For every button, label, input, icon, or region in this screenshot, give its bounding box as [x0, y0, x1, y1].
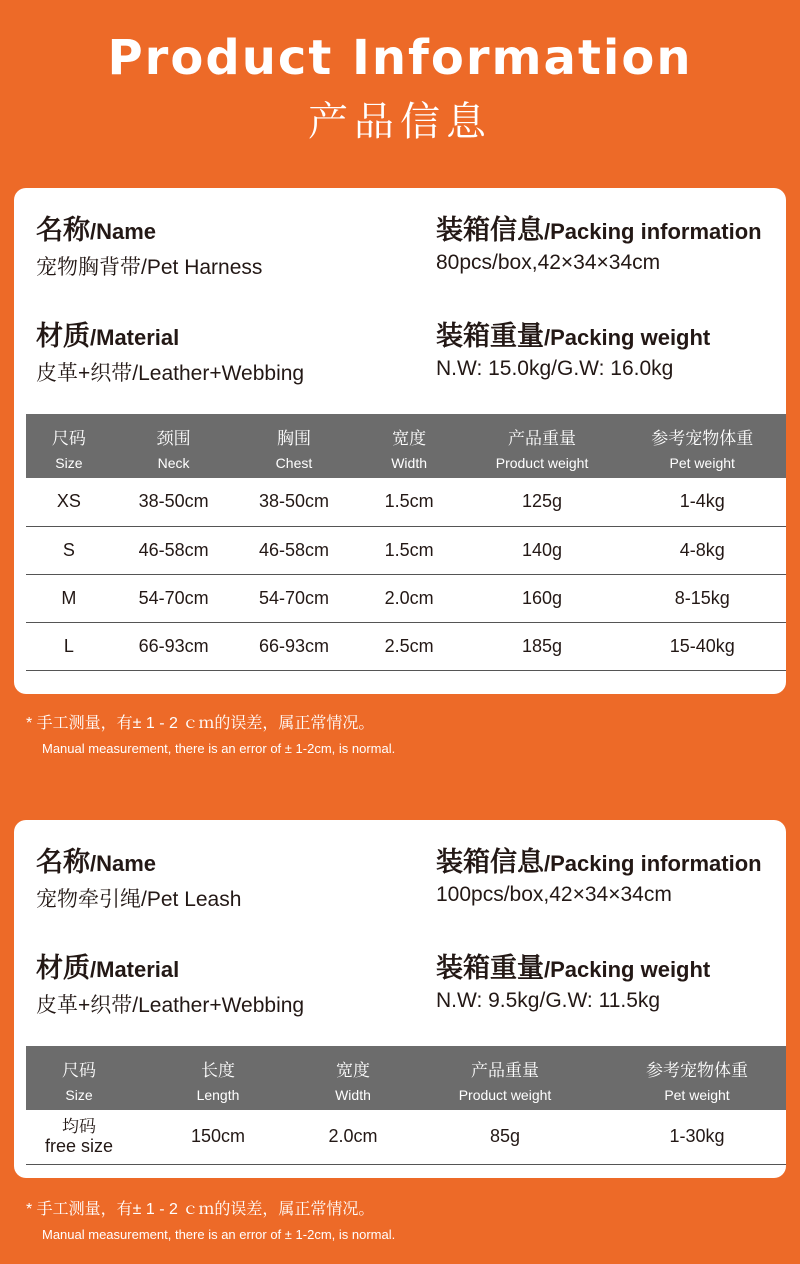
material-label-en: /Material	[90, 957, 180, 982]
material-value: 皮革+织带/Leather+Webbing	[36, 362, 305, 385]
material-label-cn: 材质	[36, 321, 90, 352]
leash-card	[14, 820, 786, 1178]
column-header-pet-weight: 参考宠物体重 Pet weight	[618, 414, 786, 478]
cell-product-weight: 85g	[402, 1110, 608, 1164]
packing-weight-label-en: /Packing weight	[544, 957, 711, 982]
name-label-en: /Name	[90, 851, 157, 876]
harness-material-block	[36, 314, 304, 387]
harness-measurement-note	[26, 710, 395, 756]
page-title-cn: 产品信息	[308, 99, 492, 145]
table-row	[26, 478, 786, 526]
column-header-pet-weight: 参考宠物体重 Pet weight	[608, 1046, 786, 1110]
packing-weight-label-cn: 装箱重量	[436, 321, 544, 352]
column-header-width: 宽度 Width	[353, 414, 466, 478]
note-cn: * 手工测量，有± 1 - 2 ｃｍ的误差，属正常情况。	[26, 715, 375, 732]
cell-neck: 38-50cm	[112, 478, 236, 526]
harness-size-table	[26, 414, 786, 671]
name-label-cn: 名称	[36, 847, 90, 878]
column-header-length: 长度 Length	[132, 1046, 304, 1110]
leash-name-block	[36, 840, 241, 913]
packing-weight-value: N.W: 15.0kg/G.W: 16.0kg	[436, 357, 674, 380]
cell-width: 2.0cm	[304, 1110, 402, 1164]
leash-measurement-note	[26, 1196, 395, 1242]
cell-size: M	[26, 574, 112, 622]
column-header-product-weight: 产品重量 Product weight	[402, 1046, 608, 1110]
cell-size: XS	[26, 478, 112, 526]
note-en: Manual measurement, there is an error of ± 1-2cm, is normal.	[42, 741, 396, 756]
cell-chest: 38-50cm	[235, 478, 352, 526]
note-en: Manual measurement, there is an error of ± 1-2cm, is normal.	[42, 1227, 396, 1242]
column-header-chest: 胸围 Chest	[235, 414, 352, 478]
name-label-cn: 名称	[36, 215, 90, 246]
cell-pet-weight: 8-15kg	[618, 574, 786, 622]
cell-chest: 46-58cm	[235, 526, 352, 574]
packing-weight-label-cn: 装箱重量	[436, 953, 544, 984]
cell-size	[26, 1110, 132, 1164]
harness-card	[14, 188, 786, 694]
cell-product-weight: 185g	[466, 622, 619, 670]
table-row	[26, 526, 786, 574]
cell-size: L	[26, 622, 112, 670]
size-en: free size	[44, 1136, 114, 1157]
material-label-en: /Material	[90, 325, 180, 350]
packing-info-label-cn: 装箱信息	[436, 847, 544, 878]
packing-info-label-cn: 装箱信息	[436, 215, 544, 246]
leash-packing-info-block	[436, 840, 762, 907]
column-header-size: 尺码 Size	[26, 1046, 132, 1110]
page-title-en: Product Information	[107, 30, 693, 86]
leash-material-block	[36, 946, 304, 1019]
column-header-width: 宽度 Width	[304, 1046, 402, 1110]
cell-neck: 66-93cm	[112, 622, 236, 670]
packing-info-value: 100pcs/box,42×34×34cm	[436, 883, 672, 906]
packing-info-value: 80pcs/box,42×34×34cm	[436, 251, 661, 274]
column-header-size: 尺码 Size	[26, 414, 112, 478]
harness-packing-weight-block	[436, 314, 710, 381]
cell-neck: 46-58cm	[112, 526, 236, 574]
name-value: 宠物牵引绳/Pet Leash	[36, 888, 242, 911]
name-label-en: /Name	[90, 219, 157, 244]
cell-neck: 54-70cm	[112, 574, 236, 622]
cell-pet-weight: 15-40kg	[618, 622, 786, 670]
cell-product-weight: 125g	[466, 478, 619, 526]
cell-width: 2.5cm	[353, 622, 466, 670]
cell-length: 150cm	[132, 1110, 304, 1164]
cell-pet-weight: 1-30kg	[608, 1110, 786, 1164]
cell-width: 2.0cm	[353, 574, 466, 622]
harness-name-block	[36, 208, 262, 281]
table-header-row	[26, 414, 786, 478]
table-header-row	[26, 1046, 786, 1110]
cell-chest: 66-93cm	[235, 622, 352, 670]
leash-size-table	[26, 1046, 786, 1165]
cell-width: 1.5cm	[353, 526, 466, 574]
cell-chest: 54-70cm	[235, 574, 352, 622]
table-row	[26, 574, 786, 622]
cell-pet-weight: 4-8kg	[618, 526, 786, 574]
material-label-cn: 材质	[36, 953, 90, 984]
packing-info-label-en: /Packing information	[544, 851, 762, 876]
name-value: 宠物胸背带/Pet Harness	[36, 256, 263, 279]
cell-product-weight: 160g	[466, 574, 619, 622]
column-header-neck: 颈围 Neck	[112, 414, 236, 478]
harness-packing-info-block	[436, 208, 762, 275]
packing-weight-value: N.W: 9.5kg/G.W: 11.5kg	[436, 989, 661, 1012]
packing-info-label-en: /Packing information	[544, 219, 762, 244]
note-cn: * 手工测量，有± 1 - 2 ｃｍ的误差，属正常情况。	[26, 1201, 375, 1218]
table-row	[26, 622, 786, 670]
cell-size: S	[26, 526, 112, 574]
leash-packing-weight-block	[436, 946, 710, 1013]
column-header-product-weight: 产品重量 Product weight	[466, 414, 619, 478]
cell-product-weight: 140g	[466, 526, 619, 574]
packing-weight-label-en: /Packing weight	[544, 325, 711, 350]
cell-pet-weight: 1-4kg	[618, 478, 786, 526]
size-cn: 均码	[62, 1116, 96, 1136]
cell-width: 1.5cm	[353, 478, 466, 526]
material-value: 皮革+织带/Leather+Webbing	[36, 994, 305, 1017]
table-row	[26, 1110, 786, 1164]
